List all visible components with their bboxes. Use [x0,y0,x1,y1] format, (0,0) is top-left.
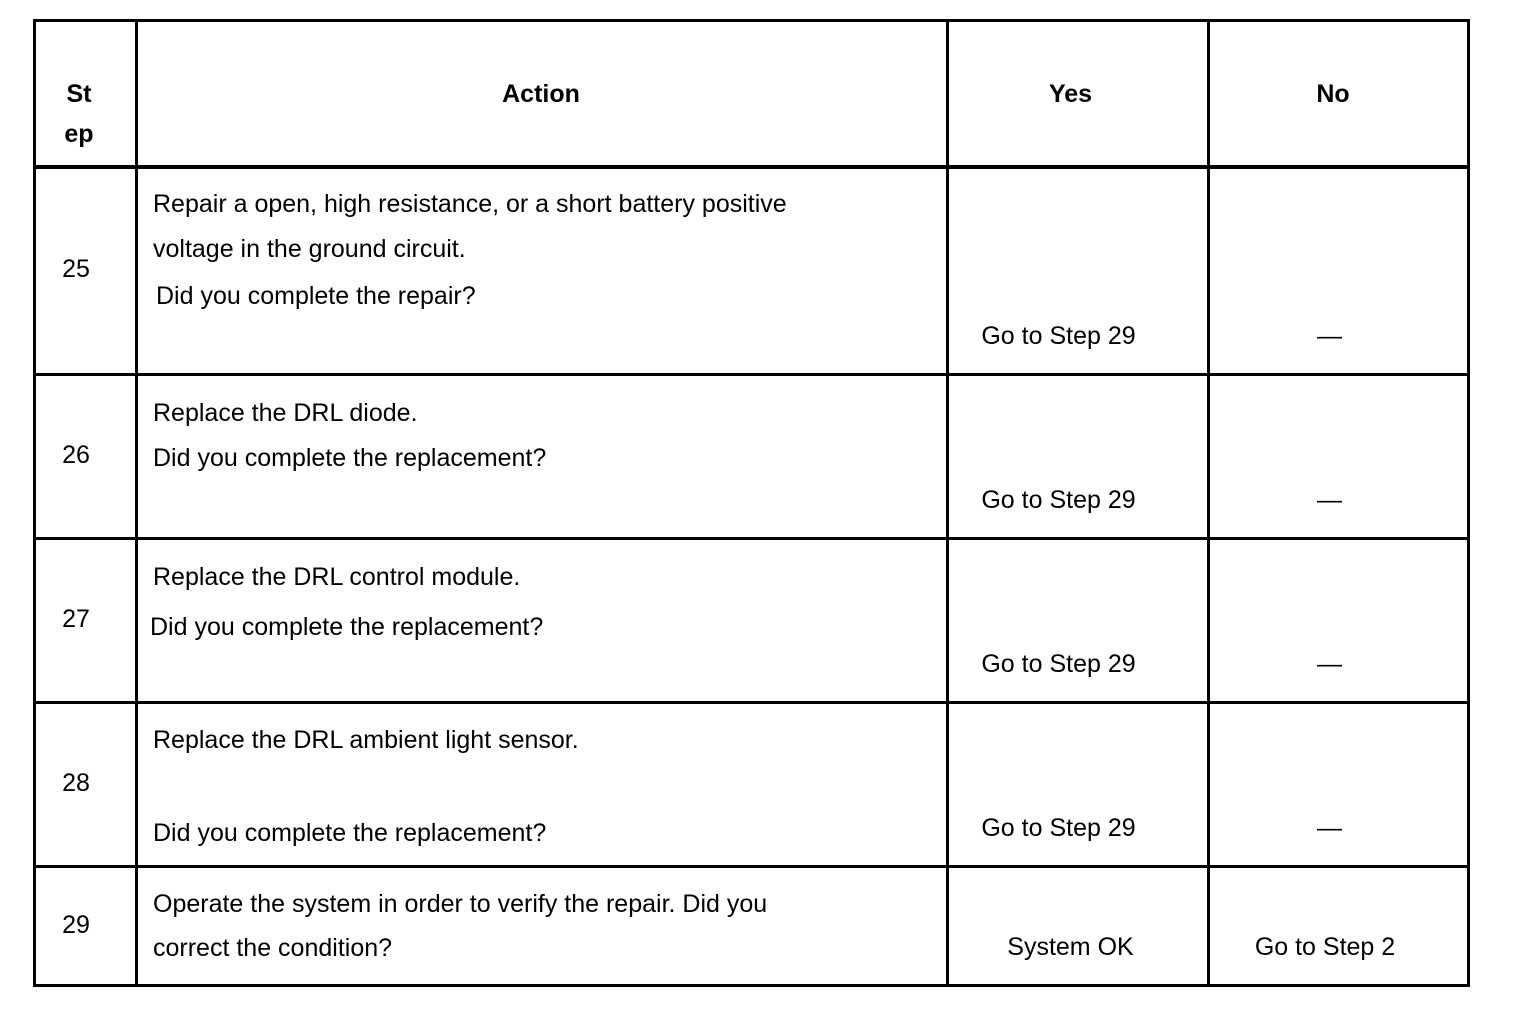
header-step [33,74,125,154]
action-line: Repair a open, high resistance, or a short battery positive [153,190,787,218]
action-line: Did you complete the repair? [156,282,476,310]
step-number: 26 [62,441,90,469]
action-line: Replace the DRL diode. [153,399,418,427]
yes-result: System OK [1007,933,1134,961]
yes-result: Go to Step 29 [981,650,1136,678]
action-line: voltage in the ground circuit. [153,235,466,263]
action-line: correct the condition? [153,934,393,962]
header-action: Action [502,80,580,108]
diagnostic-table [33,19,1470,987]
step-number: 29 [62,911,90,939]
no-result: Go to Step 2 [1254,933,1396,961]
column-divider [135,19,138,987]
step-number: 25 [62,255,90,283]
yes-result: Go to Step 29 [981,814,1136,842]
no-result: — [1317,814,1342,842]
action-line: Operate the system in order to verify the repair. Did you [153,890,768,918]
header-divider [33,165,1470,169]
header-step-line1: St [66,80,92,108]
row-divider [33,373,1470,376]
step-number: 28 [62,769,90,797]
header-step-line2: ep [64,120,94,148]
table-border-left [33,19,36,987]
no-result: — [1317,322,1342,350]
no-result: — [1317,650,1342,678]
header-yes: Yes [1048,80,1093,108]
no-result: — [1317,486,1342,514]
table-border-right [1467,19,1470,987]
header-no: No [1316,80,1350,108]
table-border-bottom [33,984,1470,987]
table-border-top [33,19,1470,22]
yes-result: Go to Step 29 [981,322,1136,350]
row-divider [33,865,1470,868]
yes-result: Go to Step 29 [981,486,1136,514]
action-line: Replace the DRL control module. [153,563,521,591]
row-divider [33,701,1470,704]
action-line: Did you complete the replacement? [150,613,544,641]
action-line: Did you complete the replacement? [153,819,547,847]
action-line: Replace the DRL ambient light sensor. [153,726,579,754]
step-number: 27 [62,605,90,633]
row-divider [33,537,1470,540]
action-line: Did you complete the replacement? [153,444,547,472]
